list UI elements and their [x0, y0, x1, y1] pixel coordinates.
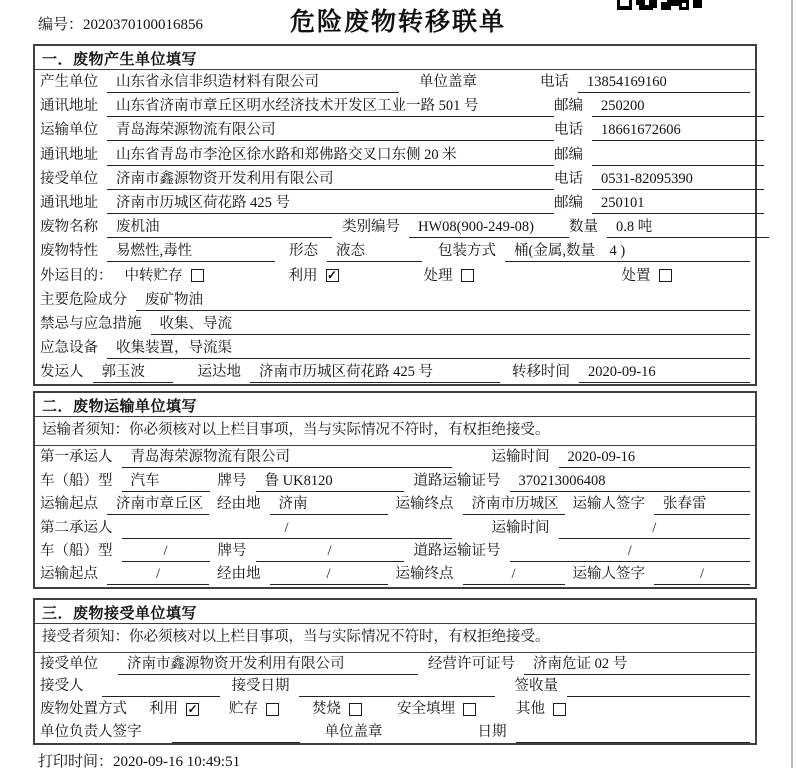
purpose-treat-label: 处理 — [423, 267, 453, 284]
producer-phone-label: 电话 — [540, 74, 569, 90]
form-state-label: 形态 — [289, 243, 318, 260]
form-row — [35, 94, 755, 118]
vehicle-type-2-value: / — [122, 542, 210, 562]
waste-name-label: 废物名称 — [40, 219, 98, 236]
purpose-dispose-label: 处置 — [621, 267, 651, 284]
carrier-sign-1-value: 张春雷 — [654, 495, 750, 515]
category-code-label: 类别编号 — [342, 219, 400, 236]
terminal-2-label: 运输终点 — [395, 566, 454, 583]
contraindication-value: 收集、导流 — [151, 315, 751, 335]
disposal-incinerate-label: 焚烧 — [312, 700, 341, 717]
accept-unit-value: 济南市鑫源物资开发利用有限公司 — [118, 655, 418, 675]
serial-number: 编号：2020370100016856 — [38, 17, 204, 33]
responsible-sign-value — [172, 723, 300, 743]
category-code-value: HW08(900-249-08) — [409, 218, 569, 238]
first-carrier-value: 青岛海荣源物流有限公司 — [122, 448, 452, 468]
second-carrier-value: / — [122, 519, 452, 539]
quantity-label: 数量 — [569, 219, 598, 236]
receiver-phone-label: 电话 — [554, 170, 583, 187]
form-row — [35, 215, 755, 239]
accept-date-label: 接受日期 — [231, 678, 290, 695]
origin-1-value: 济南市章丘区 — [107, 495, 209, 515]
via-1-value: 济南 — [270, 495, 388, 515]
disposal-utilize-checkbox: ✓ — [187, 701, 198, 716]
origin-2-value: / — [107, 565, 209, 585]
disposal-landfill-label: 安全填埋 — [397, 700, 455, 717]
producer-postcode-label: 邮编 — [554, 98, 583, 115]
carrier-sign-2-value: / — [654, 565, 750, 585]
vehicle-type-1-value: 汽车 — [122, 472, 210, 492]
road-permit-1-label: 道路运输证号 — [413, 472, 501, 489]
destination-label: 运达地 — [197, 364, 241, 381]
plate-no-2-label: 牌号 — [217, 543, 247, 559]
main-hazard-label: 主要危险成分 — [40, 291, 127, 308]
road-permit-2-value: / — [510, 542, 751, 562]
unit-seal-label: 单位盖章 — [419, 74, 477, 90]
producer-phone-value: 13854169160 — [578, 73, 750, 93]
carrier-sign-2-label: 运输人签字 — [572, 566, 645, 583]
receiver-address-label: 通讯地址 — [40, 194, 98, 211]
disposal-method-label: 废物处置方式 — [40, 700, 127, 717]
form-row — [35, 721, 755, 744]
producer-unit-value: 山东省永信非织造材料有限公司 — [107, 73, 399, 93]
unit-seal-2-label: 单位盖章 — [324, 723, 383, 740]
form-row — [35, 336, 755, 360]
disposal-incinerate-checkbox — [349, 703, 362, 716]
vehicle-type-2-label: 车（船）型 — [40, 543, 113, 559]
transport-phone-value: 18661672606 — [592, 121, 764, 141]
terminal-2-value: / — [463, 565, 565, 585]
accept-date-value — [299, 677, 495, 697]
form-sections — [33, 44, 757, 745]
transport-address-label: 通讯地址 — [40, 146, 98, 163]
form-state-value: 液态 — [327, 242, 422, 262]
waste-property-value: 易燃性,毒性 — [107, 242, 275, 262]
packing-value: 桶(金属,数量 4 ) — [505, 242, 750, 262]
terminal-1-label: 运输终点 — [395, 496, 454, 513]
form-row — [35, 239, 755, 263]
via-2-value: / — [270, 565, 388, 585]
transport-time-2-label: 运输时间 — [491, 519, 550, 536]
receiver-postcode-label: 邮编 — [554, 194, 583, 211]
form-row — [35, 191, 755, 215]
purpose-treat-checkbox — [461, 269, 474, 282]
receiver-unit-label: 接受单位 — [40, 170, 98, 187]
notice-transporter: 运输者须知：你必须核对以上栏目事项，当与实际情况不符时，有权拒绝接受。 — [35, 417, 755, 446]
form-row — [35, 167, 755, 191]
via-1-label: 经由地 — [217, 496, 261, 513]
origin-2-label: 运输起点 — [40, 566, 98, 583]
carrier-sign-1-label: 运输人签字 — [572, 496, 645, 513]
license-no-label: 经营许可证号 — [428, 655, 515, 672]
form-row — [35, 118, 755, 142]
producer-postcode-value: 250200 — [592, 97, 764, 117]
plate-no-1-value: 鲁 UK8120 — [256, 472, 404, 492]
section-transporter — [33, 391, 757, 588]
form-row — [35, 540, 755, 563]
form-row — [35, 493, 755, 516]
form-row — [35, 446, 755, 469]
terminal-1-value: 济南市历城区 — [463, 495, 565, 515]
transport-unit-value: 青岛海荣源物流有限公司 — [107, 121, 554, 141]
section-receiver — [33, 598, 757, 745]
transport-postcode-value — [592, 146, 764, 166]
packing-label: 包装方式 — [438, 243, 496, 260]
transport-time-2-value: / — [559, 519, 751, 539]
origin-1-label: 运输起点 — [40, 496, 98, 513]
transport-time-1-value: 2020-09-16 — [559, 448, 751, 468]
plate-no-1-label: 牌号 — [217, 472, 247, 489]
page-edge-divider — [791, 0, 793, 768]
received-amount-label: 签收量 — [514, 678, 558, 695]
vehicle-type-1-label: 车（船）型 — [40, 472, 113, 489]
responsible-sign-label: 单位负责人签字 — [40, 723, 142, 740]
section-title-producer: 一．废物产生单位填写 — [35, 46, 755, 70]
road-permit-2-label: 道路运输证号 — [413, 543, 501, 559]
section-title-receiver: 三．废物接受单位填写 — [35, 600, 755, 624]
form-row — [35, 264, 755, 288]
sign-date-value — [516, 723, 751, 743]
form-row — [35, 360, 755, 384]
receiver-phone-value: 0531-82095390 — [592, 170, 764, 190]
purpose-transfer-storage-checkbox — [191, 269, 204, 282]
outbound-purpose-label: 外运目的： — [40, 267, 113, 284]
received-amount-value — [567, 677, 750, 697]
disposal-landfill-checkbox — [463, 703, 476, 716]
second-carrier-label: 第二承运人 — [40, 519, 113, 536]
disposal-utilize-label: 利用 — [149, 700, 178, 717]
form-row — [35, 563, 755, 586]
transport-phone-label: 电话 — [554, 122, 583, 139]
plate-no-2-value: / — [256, 542, 404, 562]
emergency-equipment-value: 收集装置，导流渠 — [107, 339, 750, 359]
form-row — [35, 698, 755, 721]
form-row — [35, 143, 755, 167]
form-row — [35, 312, 755, 336]
destination-value: 济南市历城区荷花路 425 号 — [250, 363, 500, 383]
accept-person-label: 接受人 — [40, 678, 84, 695]
consignor-value: 郭玉波 — [93, 363, 173, 383]
disposal-storage-label: 贮存 — [229, 700, 258, 717]
emergency-equipment-label: 应急设备 — [40, 340, 98, 357]
license-no-value: 济南危证 02 号 — [524, 655, 750, 675]
purpose-utilize-checkbox: ✓ — [326, 268, 338, 283]
purpose-utilize-label: 利用 — [288, 267, 318, 284]
document-header — [0, 0, 796, 44]
transport-postcode-label: 邮编 — [554, 146, 583, 163]
section-title-transporter: 二．废物运输单位填写 — [35, 393, 755, 417]
purpose-transfer-storage-label: 中转贮存 — [124, 267, 183, 284]
receiver-unit-value: 济南市鑫源物资开发利用有限公司 — [107, 170, 554, 190]
transport-unit-label: 运输单位 — [40, 122, 98, 139]
road-permit-1-value: 370213006408 — [510, 472, 751, 492]
receiver-postcode-value: 250101 — [592, 194, 764, 214]
waste-property-label: 废物特性 — [40, 243, 98, 260]
disposal-storage-checkbox — [266, 703, 279, 716]
accept-unit-label: 接受单位 — [40, 655, 98, 672]
waste-name-value: 废机油 — [107, 218, 332, 238]
form-row — [35, 70, 755, 94]
transfer-time-value: 2020-09-16 — [579, 363, 750, 383]
form-row — [35, 675, 755, 698]
contraindication-label: 禁忌与应急措施 — [40, 315, 142, 332]
purpose-dispose-checkbox — [659, 269, 672, 282]
print-time: 打印时间：2020-09-16 10:49:51 — [38, 754, 241, 771]
form-row — [35, 470, 755, 493]
producer-unit-label: 产生单位 — [40, 74, 98, 90]
producer-address-label: 通讯地址 — [40, 98, 98, 115]
receiver-address-value: 济南市历城区荷花路 425 号 — [107, 194, 554, 214]
notice-receiver: 接受者须知：你必须核对以上栏目事项，当与实际情况不符时，有权拒绝接受。 — [35, 624, 755, 653]
transport-address-value: 山东省青岛市李沧区徐水路和郑佛路交叉口东侧 20 米 — [107, 146, 554, 166]
main-hazard-value: 废矿物油 — [136, 291, 750, 311]
page-title: 危险废物转移联单 — [289, 8, 506, 36]
disposal-other-label: 其他 — [516, 700, 545, 717]
qr-code-partial-icon — [617, 0, 702, 11]
via-2-label: 经由地 — [217, 566, 261, 583]
quantity-value: 0.8 吨 — [607, 218, 769, 238]
accept-person-value — [102, 677, 220, 697]
form-row — [35, 288, 755, 312]
section-producer — [33, 44, 757, 386]
consignor-label: 发运人 — [40, 364, 84, 381]
form-row — [35, 517, 755, 540]
first-carrier-label: 第一承运人 — [40, 449, 113, 466]
disposal-other-checkbox — [553, 703, 566, 716]
sign-date-label: 日期 — [477, 723, 507, 740]
producer-address-value: 山东省济南市章丘区明水经济技术开发区工业一路 501 号 — [107, 97, 554, 117]
form-row — [35, 653, 755, 676]
transport-time-1-label: 运输时间 — [491, 449, 550, 466]
transfer-time-label: 转移时间 — [512, 364, 570, 381]
